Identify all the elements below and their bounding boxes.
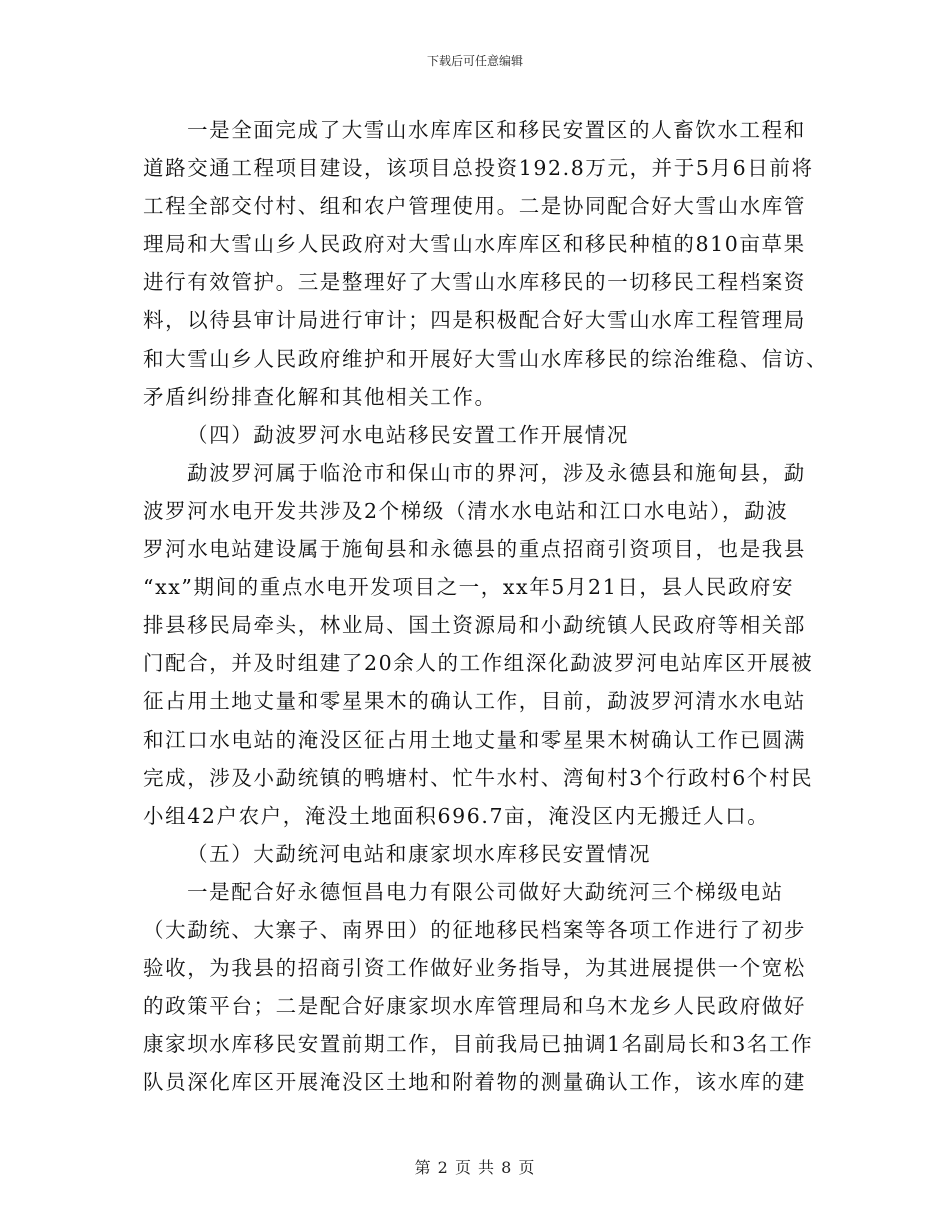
section-heading: （五）大勐统河电站和康家坝水库移民安置情况: [187, 841, 652, 866]
body-line: 和大雪山乡人民政府维护和开展好大雪山水库移民的综治维稳、信访、: [143, 346, 829, 371]
body-line: 验收，为我县的招商引资工作做好业务指导，为其进展提供一个宽松: [143, 956, 806, 981]
body-line: 一是配合好永德恒昌电力有限公司做好大勐统河三个梯级电站: [187, 879, 784, 904]
body-line: 排县移民局牵头，林业局、国土资源局和小勐统镇人民政府等相关部: [143, 613, 806, 638]
body-line: 工程全部交付村、组和农户管理使用。二是协同配合好大雪山水库管: [143, 194, 806, 219]
body-line: 矛盾纠纷排查化解和其他相关工作。: [143, 384, 497, 409]
body-line: 完成，涉及小勐统镇的鸭塘村、忙牛水村、湾甸村3个行政村6个村民: [143, 765, 814, 790]
body-line: 的政策平台；二是配合好康家坝水库管理局和乌木龙乡人民政府做好: [143, 994, 806, 1019]
body-line: 和江口水电站的淹没区征占用土地丈量和零星果木树确认工作已圆满: [143, 727, 806, 752]
document-body: [143, 111, 829, 1101]
body-line: （大勐统、大寨子、南界田）的征地移民档案等各项工作进行了初步: [143, 917, 806, 942]
body-line: 门配合，并及时组建了20余人的工作组深化勐波罗河电站库区开展被: [143, 651, 814, 676]
body-line: 队员深化库区开展淹没区土地和附着物的测量确认工作，该水库的建: [143, 1070, 806, 1095]
body-line: 一是全面完成了大雪山水库库区和移民安置区的人畜饮水工程和: [187, 118, 806, 142]
body-line: 理局和大雪山乡人民政府对大雪山水库库区和移民种植的810亩草果: [143, 232, 806, 257]
body-line: “xx”期间的重点水电开发项目之一，xx年5月21日，县人民政府安: [143, 575, 795, 600]
body-line: 小组42户农户，淹没土地面积696.7亩，淹没区内无搬迁人口。: [143, 803, 770, 828]
body-line: 波罗河水电开发共涉及2个梯级（清水水电站和江口水电站），勐波: [143, 498, 789, 523]
body-line: 征占用土地丈量和零星果木的确认工作，目前，勐波罗河清水水电站: [143, 689, 806, 714]
body-line: 勐波罗河属于临沧市和保山市的界河，涉及永德县和施甸县，勐: [187, 460, 806, 485]
body-line: 罗河水电站建设属于施甸县和永德县的重点招商引资项目，也是我县: [143, 537, 806, 562]
page-header: 下载后可任意编辑: [426, 54, 523, 68]
body-line: 康家坝水库移民安置前期工作，目前我局已抽调1名副局长和3名工作: [143, 1032, 814, 1057]
section-heading: （四）勐波罗河水电站移民安置工作开展情况: [187, 422, 629, 447]
body-line: 进行有效管护。三是整理好了大雪山水库移民的一切移民工程档案资: [143, 270, 806, 295]
body-line: 道路交通工程项目建设，该项目总投资192.8万元，并于5月6日前将: [143, 156, 814, 181]
page-number-footer: 第 2 页 共 8 页: [414, 1158, 536, 1177]
body-line: 料，以待县审计局进行审计；四是积极配合好大雪山水库工程管理局: [143, 308, 806, 333]
